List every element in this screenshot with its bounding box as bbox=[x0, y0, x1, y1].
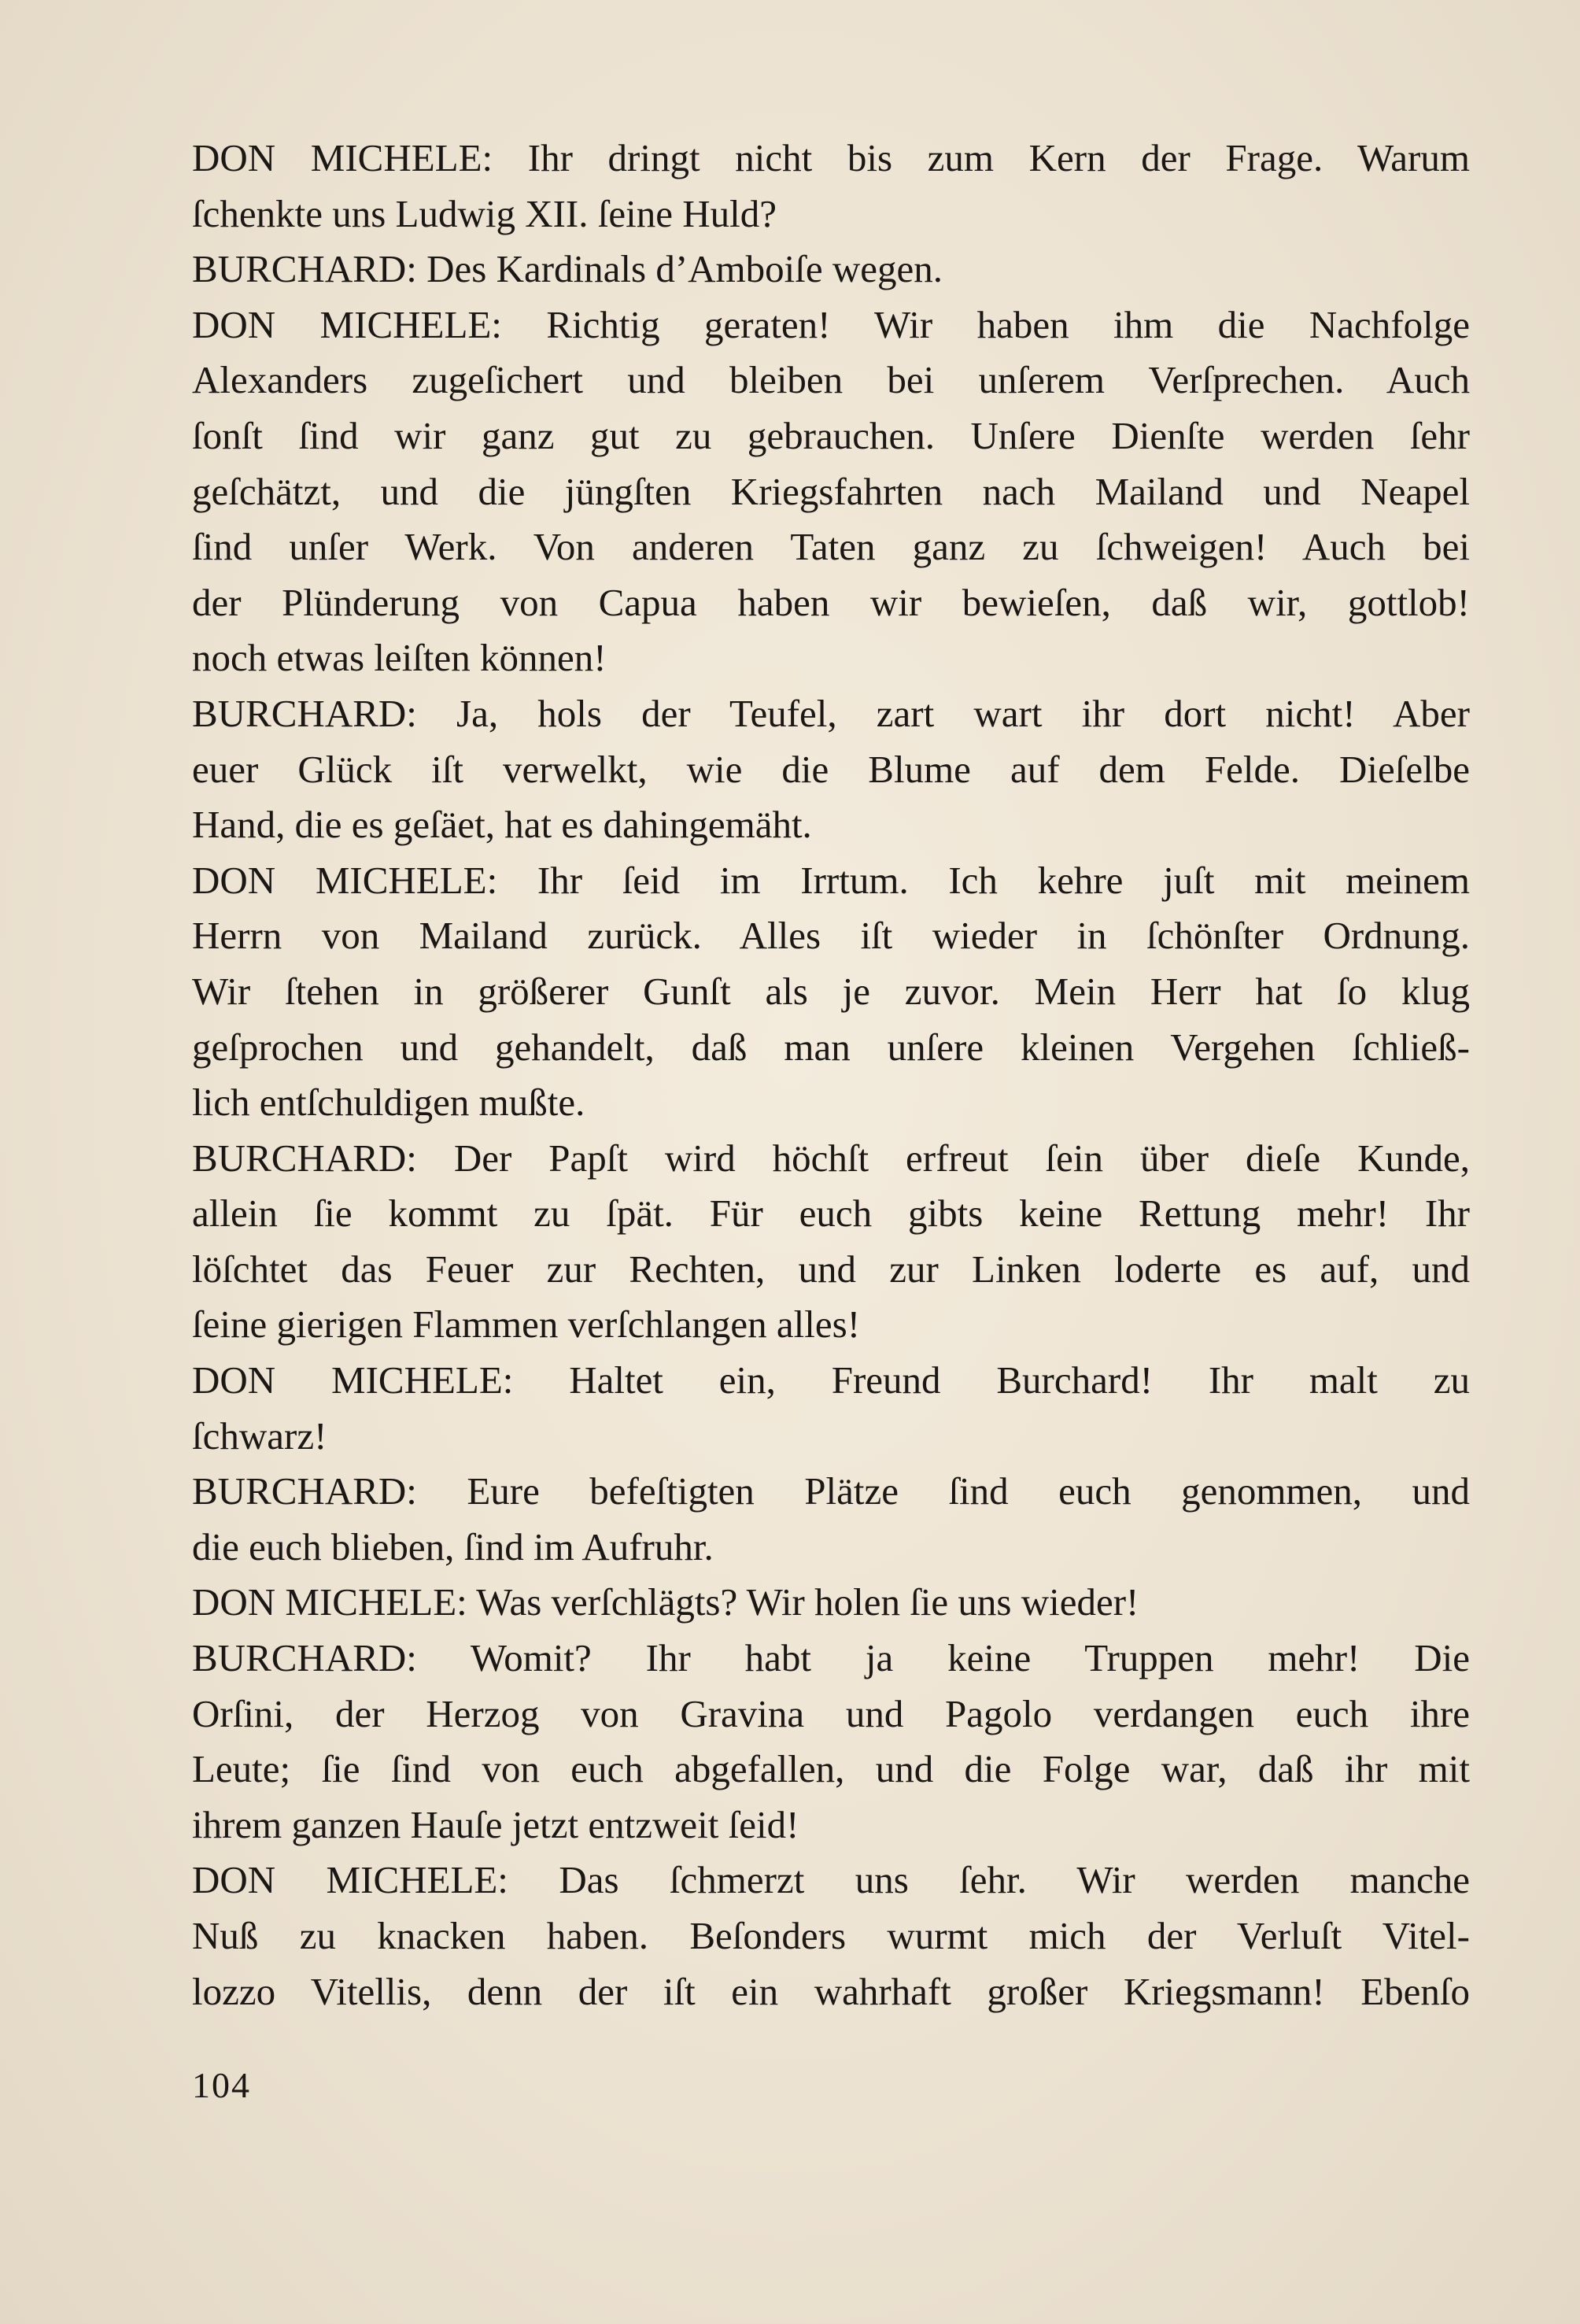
text-line: allein ſie kommt zu ſpät. Für euch gibts keine Rettung mehr! Ihr bbox=[192, 1192, 1470, 1236]
text-line: lich entſchuldigen mußte. bbox=[192, 1081, 585, 1125]
text-line: löſchtet das Feuer zur Rechten, und zur Linken loderte es auf, und bbox=[192, 1247, 1470, 1291]
text-line: DON MICHELE: Ihr dringt nicht bis zum Kern der Frage. Warum bbox=[192, 136, 1470, 179]
text-line: Leute; ſie ſind von euch abgefallen, und die Folge war, daß ihr mit bbox=[192, 1747, 1470, 1791]
text-line: lozzo Vitellis, denn der iſt ein wahrhaft großer Kriegsmann! Ebenſo bbox=[192, 1969, 1470, 2013]
text-line: Wir ſtehen in größerer Gunſt als je zuvor. Mein Herr hat ſo klug bbox=[192, 969, 1470, 1013]
text-line: ſind unſer Werk. Von anderen Taten ganz zu ſchweigen! Auch bei bbox=[192, 525, 1470, 569]
page-number: 104 bbox=[192, 2065, 251, 2105]
text-line: ſeine gierigen Flammen verſchlangen alles! bbox=[192, 1302, 861, 1347]
text-line: BURCHARD: Ja, hols der Teufel, zart wart ihr dort nicht! Aber bbox=[192, 691, 1470, 735]
text-line: ihrem ganzen Hauſe jetzt entzweit ſeid! bbox=[192, 1802, 799, 1846]
text-line: DON MICHELE: Ihr ſeid im Irrtum. Ich kehre juſt mit meinem bbox=[192, 858, 1470, 902]
text-line: noch etwas leiſten können! bbox=[192, 636, 607, 680]
text-line: BURCHARD: Womit? Ihr habt ja keine Truppen mehr! Die bbox=[192, 1636, 1470, 1680]
text-line: Hand, die es geſäet, hat es dahingemäht. bbox=[192, 803, 812, 847]
dialogue-text-block bbox=[192, 131, 1470, 2019]
text-line: Nuß zu knacken haben. Beſonders wurmt mich der Verluſt Vitel- bbox=[192, 1914, 1470, 1957]
text-line: DON MICHELE: Haltet ein, Freund Burchard! Ihr malt zu bbox=[192, 1358, 1470, 1402]
text-line: Orſini, der Herzog von Gravina und Pagolo verdangen euch ihre bbox=[192, 1691, 1470, 1735]
text-line: Herrn von Mailand zurück. Alles iſt wieder in ſchönſter Ordnung. bbox=[192, 914, 1470, 958]
text-line: ſonſt ſind wir ganz gut zu gebrauchen. Unſere Dienſte werden ſehr bbox=[192, 413, 1470, 457]
text-line: DON MICHELE: Was verſchlägts? Wir holen ſie uns wieder! bbox=[192, 1580, 1139, 1624]
text-line: BURCHARD: Eure befeſtigten Plätze ſind euch genommen, und bbox=[192, 1469, 1470, 1513]
text-line: euer Glück iſt verwelkt, wie die Blume auf dem Felde. Dieſelbe bbox=[192, 747, 1470, 791]
text-line: Alexanders zugeſichert und bleiben bei unſerem Verſprechen. Auch bbox=[192, 358, 1470, 402]
text-line: die euch blieben, ſind im Aufruhr. bbox=[192, 1524, 714, 1568]
text-line: der Plünderung von Capua haben wir bewieſen, daß wir, gottlob! bbox=[192, 580, 1470, 624]
text-line: ſchwarz! bbox=[192, 1413, 327, 1458]
text-line: BURCHARD: Des Kardinals d’Amboiſe wegen. bbox=[192, 247, 943, 291]
text-line: BURCHARD: Der Papſt wird höchſt erfreut ſein über dieſe Kunde, bbox=[192, 1136, 1470, 1180]
text-line: ſchenkte uns Ludwig XII. ſeine Huld? bbox=[192, 191, 777, 235]
text-line: geſchätzt, und die jüngſten Kriegsfahrten nach Mailand und Neapel bbox=[192, 469, 1470, 513]
text-line: DON MICHELE: Richtig geraten! Wir haben ihm die Nachfolge bbox=[192, 302, 1470, 346]
text-line: geſprochen und gehandelt, daß man unſere kleinen Vergehen ſchließ- bbox=[192, 1025, 1470, 1069]
text-line: DON MICHELE: Das ſchmerzt uns ſehr. Wir werden manche bbox=[192, 1858, 1470, 1902]
